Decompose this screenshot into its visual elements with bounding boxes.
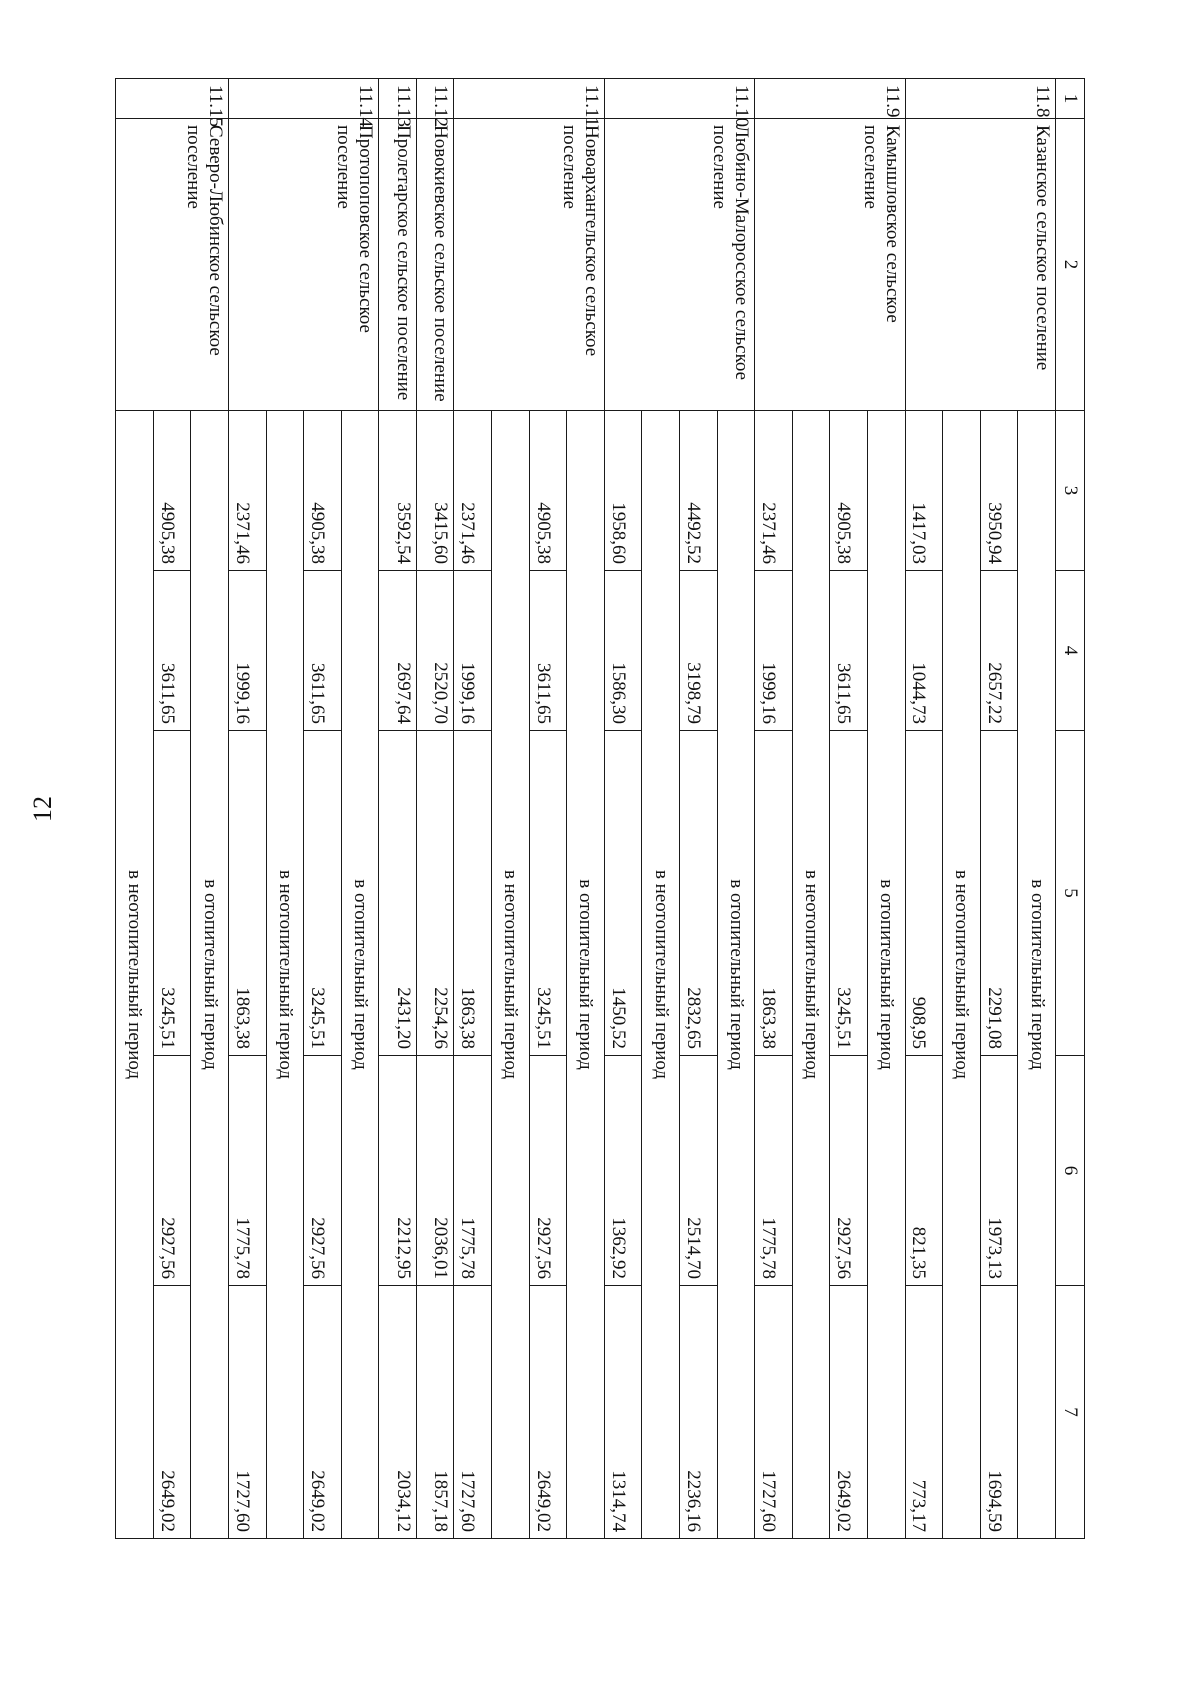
table-row [416, 79, 454, 1539]
value-cell: 1044,73 [905, 571, 943, 731]
table-row [868, 79, 906, 1539]
value-cell: 2034,12 [379, 1286, 417, 1539]
value-cell: 1775,78 [454, 1056, 492, 1286]
value-cell: 3611,65 [304, 571, 342, 731]
value-cell: 3245,51 [529, 731, 567, 1056]
value-cell: 3611,65 [529, 571, 567, 731]
settlement-name: Протопоповское сельское поселение [228, 119, 378, 411]
settlement-name: Пролетарское сельское поселение [379, 119, 417, 411]
settlement-name: Камышловское сельское поселение [755, 119, 905, 411]
value-cell: 1999,16 [755, 571, 793, 731]
value-cell: 2657,22 [980, 571, 1018, 731]
col-header: 7 [1056, 1286, 1085, 1539]
value-cell: 1863,38 [228, 731, 266, 1056]
period-label: в неотопительный период [642, 411, 680, 1539]
value-cell: 2697,64 [379, 571, 417, 731]
value-cell: 1727,60 [755, 1286, 793, 1539]
table-row [379, 79, 417, 1539]
value-cell: 1727,60 [454, 1286, 492, 1539]
col-header: 1 [1056, 79, 1085, 119]
value-cell: 2927,56 [830, 1056, 868, 1286]
value-cell: 2649,02 [830, 1286, 868, 1539]
settlement-name: Любино-Малоросское сельское поселение [604, 119, 754, 411]
period-label: в отопительный период [567, 411, 605, 1539]
value-cell: 1973,13 [980, 1056, 1018, 1286]
header-row [1056, 79, 1085, 1539]
value-cell: 1362,92 [604, 1056, 642, 1286]
value-cell: 4905,38 [153, 411, 191, 571]
value-cell: 3950,94 [980, 411, 1018, 571]
rotated-table-wrapper [115, 78, 1085, 1538]
row-index: 11.12 [416, 79, 454, 119]
value-cell: 3245,51 [830, 731, 868, 1056]
value-cell: 3592,54 [379, 411, 417, 571]
col-header: 2 [1056, 119, 1085, 411]
period-label: в неотопительный период [492, 411, 530, 1539]
period-label: в отопительный период [1018, 411, 1056, 1539]
table-row [191, 79, 229, 1539]
value-cell: 2927,56 [529, 1056, 567, 1286]
value-cell: 2036,01 [416, 1056, 454, 1286]
period-label: в неотопительный период [943, 411, 981, 1539]
value-cell: 1775,78 [228, 1056, 266, 1286]
value-cell: 2927,56 [304, 1056, 342, 1286]
row-index: 11.13 [379, 79, 417, 119]
value-cell: 3245,51 [304, 731, 342, 1056]
row-index: 11.8 [905, 79, 1055, 119]
period-label: в неотопительный период [792, 411, 830, 1539]
value-cell: 2291,08 [980, 731, 1018, 1056]
value-cell: 2520,70 [416, 571, 454, 731]
value-cell: 4905,38 [304, 411, 342, 571]
period-label: в отопительный период [868, 411, 906, 1539]
value-cell: 2371,46 [228, 411, 266, 571]
value-cell: 1857,18 [416, 1286, 454, 1539]
value-cell: 1863,38 [755, 731, 793, 1056]
value-cell: 2927,56 [153, 1056, 191, 1286]
table-row [717, 79, 755, 1539]
row-index: 11.14 [228, 79, 378, 119]
value-cell: 3611,65 [830, 571, 868, 731]
col-header: 5 [1056, 731, 1085, 1056]
value-cell: 1417,03 [905, 411, 943, 571]
period-label: в отопительный период [191, 411, 229, 1539]
value-cell: 3245,51 [153, 731, 191, 1056]
value-cell: 1450,52 [604, 731, 642, 1056]
value-cell: 3415,60 [416, 411, 454, 571]
tariff-table [115, 78, 1085, 1539]
value-cell: 1775,78 [755, 1056, 793, 1286]
row-index: 11.11 [454, 79, 604, 119]
value-cell: 2371,46 [755, 411, 793, 571]
col-header: 3 [1056, 411, 1085, 571]
value-cell: 1727,60 [228, 1286, 266, 1539]
value-cell: 1314,74 [604, 1286, 642, 1539]
value-cell: 4492,52 [680, 411, 718, 571]
settlement-name: Северо-Любинское сельское поселение [116, 119, 229, 411]
value-cell: 1958,60 [604, 411, 642, 571]
value-cell: 908,95 [905, 731, 943, 1056]
settlement-name: Новоархангельское сельское поселение [454, 119, 604, 411]
page-number: 12 [28, 796, 57, 822]
table-row [567, 79, 605, 1539]
value-cell: 1999,16 [454, 571, 492, 731]
value-cell: 2431,20 [379, 731, 417, 1056]
table-row [1018, 79, 1056, 1539]
value-cell: 1999,16 [228, 571, 266, 731]
value-cell: 2649,02 [153, 1286, 191, 1539]
value-cell: 1863,38 [454, 731, 492, 1056]
value-cell: 4905,38 [830, 411, 868, 571]
value-cell: 821,35 [905, 1056, 943, 1286]
value-cell: 773,17 [905, 1286, 943, 1539]
value-cell: 2254,26 [416, 731, 454, 1056]
value-cell: 2832,65 [680, 731, 718, 1056]
period-label: в неотопительный период [266, 411, 304, 1539]
row-index: 11.9 [755, 79, 905, 119]
period-label: в отопительный период [341, 411, 379, 1539]
value-cell: 3611,65 [153, 571, 191, 731]
table-row [341, 79, 379, 1539]
period-label: в неотопительный период [116, 411, 154, 1539]
value-cell: 2649,02 [304, 1286, 342, 1539]
value-cell: 3198,79 [680, 571, 718, 731]
value-cell: 4905,38 [529, 411, 567, 571]
col-header: 6 [1056, 1056, 1085, 1286]
period-label: в отопительный период [717, 411, 755, 1539]
value-cell: 2649,02 [529, 1286, 567, 1539]
value-cell: 1694,59 [980, 1286, 1018, 1539]
row-index: 11.15 [116, 79, 229, 119]
value-cell: 2236,16 [680, 1286, 718, 1539]
settlement-name: Новокиевское сельское поселение [416, 119, 454, 411]
settlement-name: Казанское сельское поселение [905, 119, 1055, 411]
value-cell: 2371,46 [454, 411, 492, 571]
col-header: 4 [1056, 571, 1085, 731]
value-cell: 2212,95 [379, 1056, 417, 1286]
value-cell: 1586,30 [604, 571, 642, 731]
row-index: 11.10 [604, 79, 754, 119]
value-cell: 2514,70 [680, 1056, 718, 1286]
